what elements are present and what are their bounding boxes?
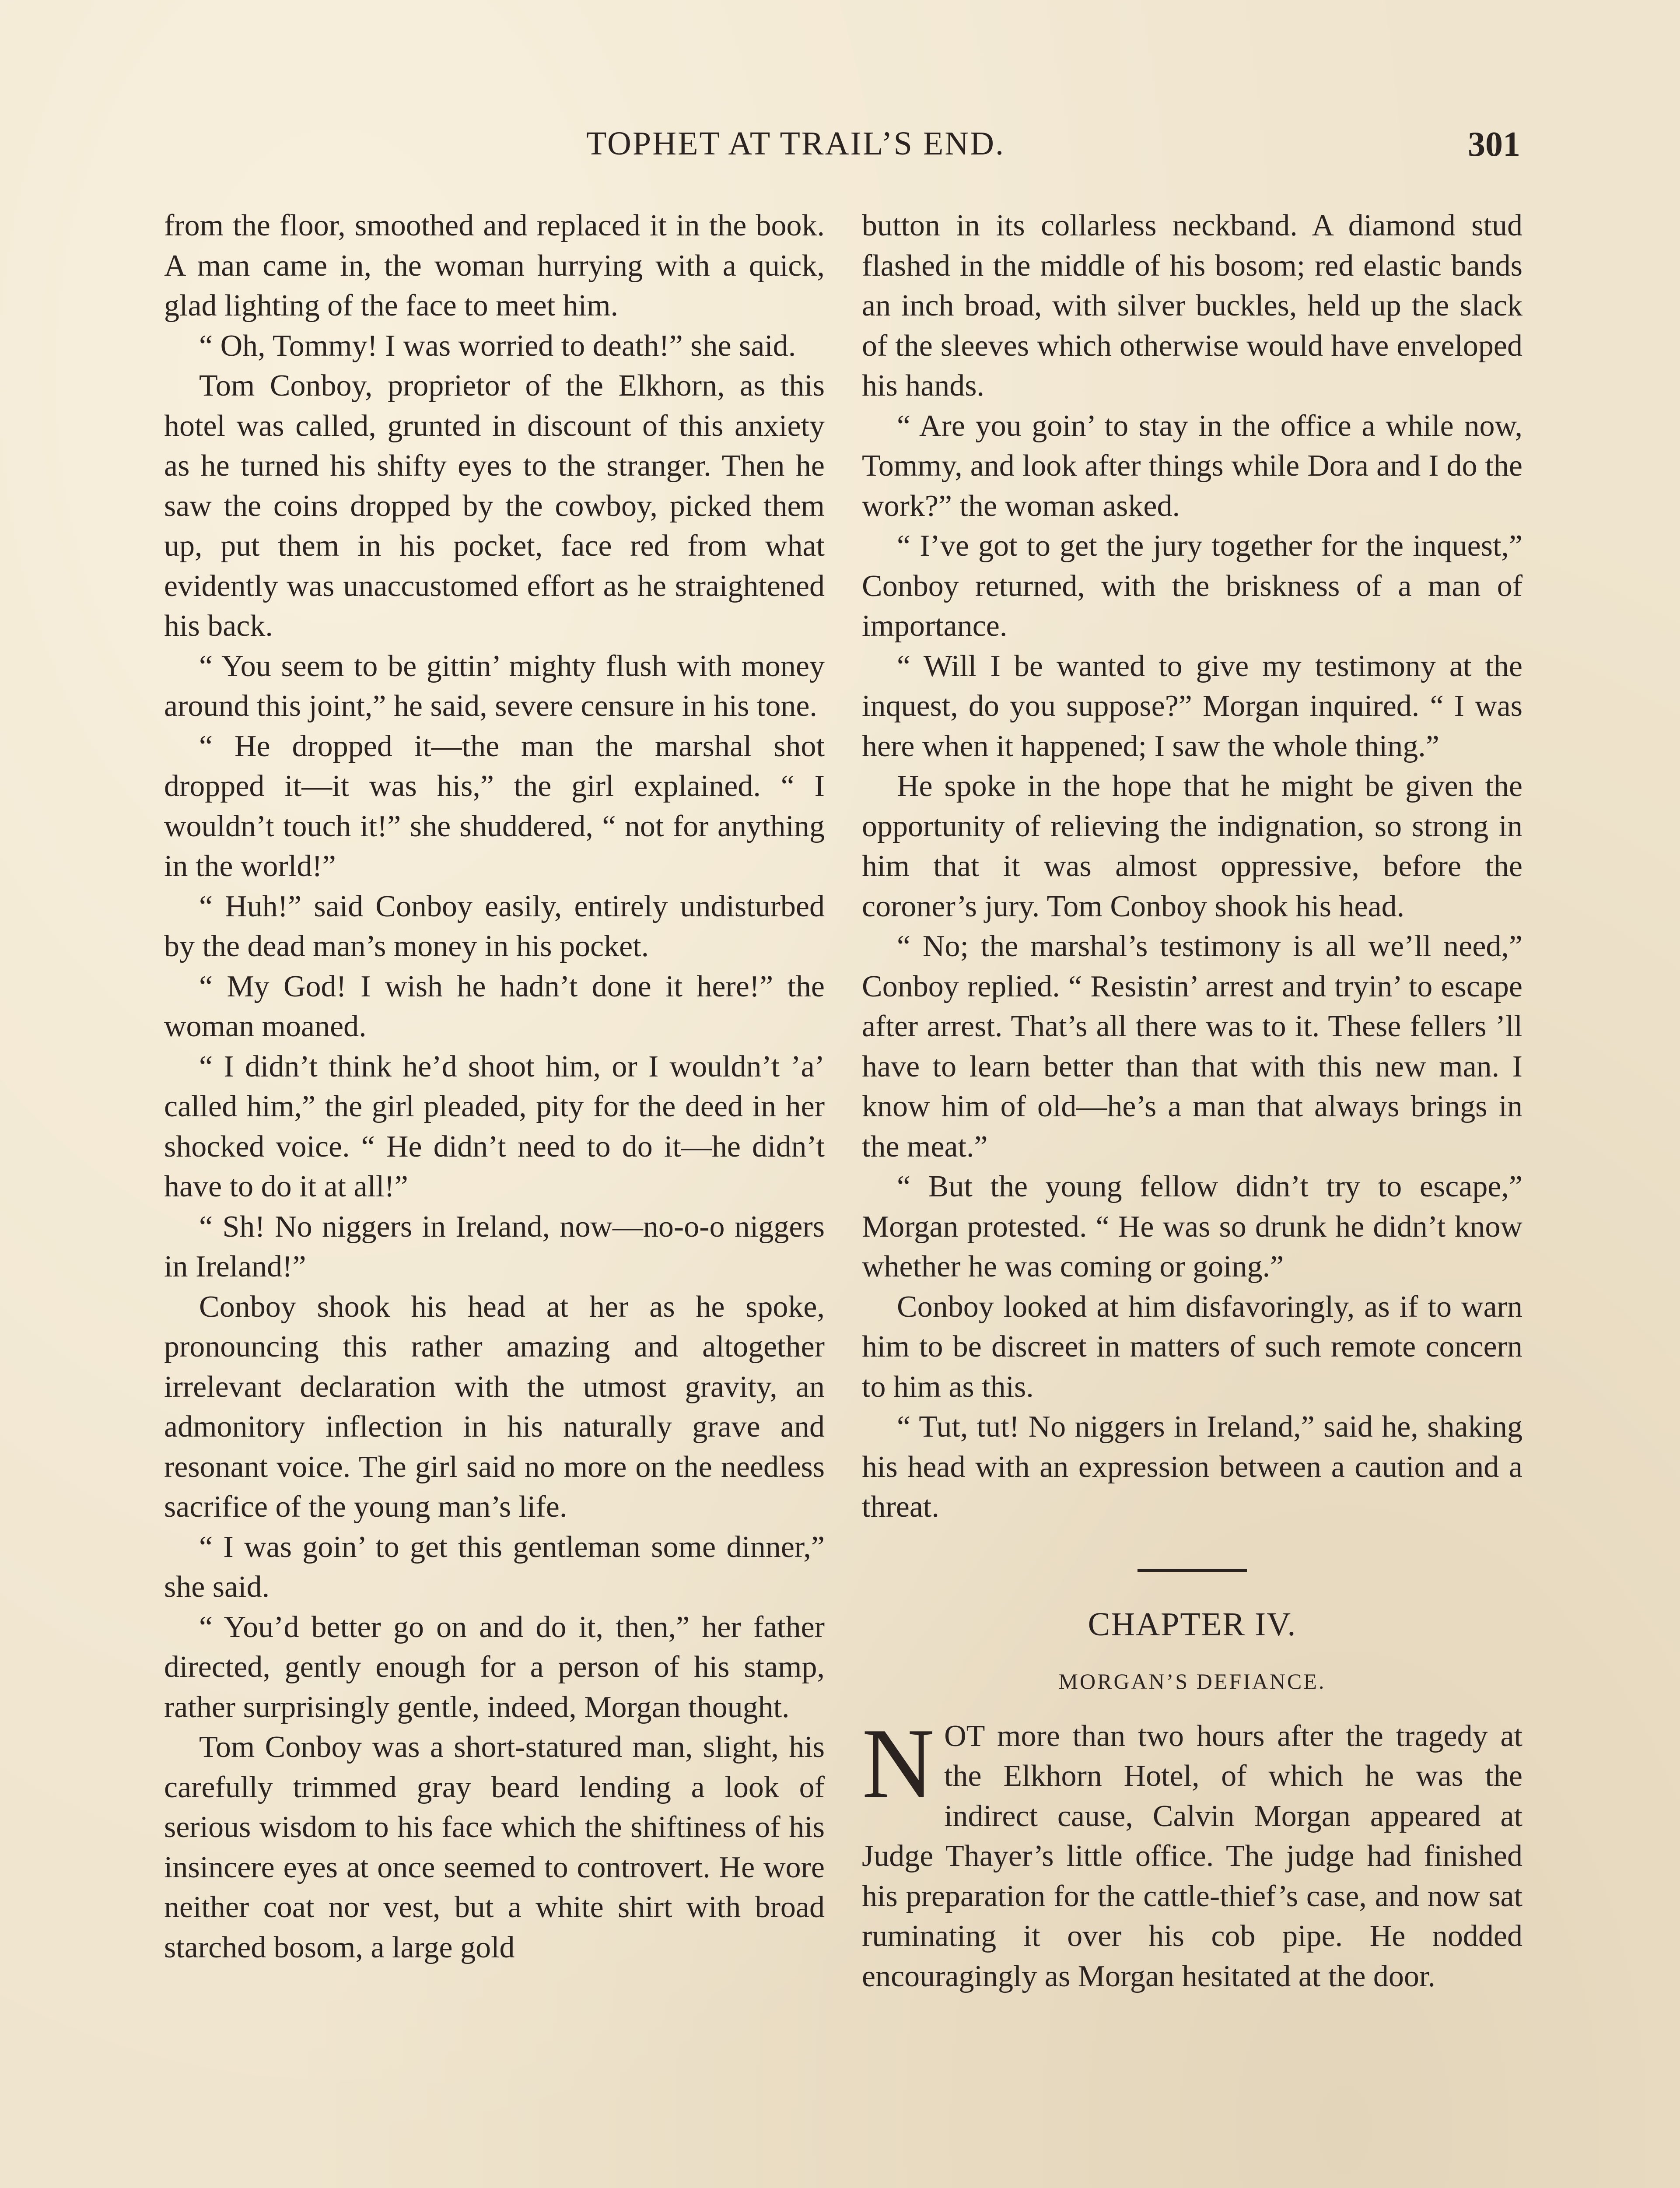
paragraph: button in its collarless neckband. A diamond stud flashed in the middle of his bosom; red elastic bands an inch broad, with silver buckles, held up the slack of the sleeves which otherwise would have enveloped his hands. (862, 209, 1522, 403)
paragraph: Conboy looked at him disfavoringly, as if to warn him to be discreet in matters of such remote concern to him as this. (862, 1290, 1522, 1404)
section-divider (1138, 1569, 1247, 1572)
paragraph: “ You seem to be gittin’ mighty flush with money around this joint,” he said, severe censure in his tone. (164, 649, 825, 723)
paragraph: He spoke in the hope that he might be given the opportunity of relieving the indignation, so strong in him that it was almost oppressive, before the coroner’s jury. Tom Conboy shook his head. (862, 769, 1522, 923)
running-title: TOPHET AT TRAIL’S END. (586, 125, 1005, 162)
right-column (862, 206, 1522, 1996)
paragraph: “ Are you goin’ to stay in the office a while now, Tommy, and look after things while Dora and I do the work?” the woman asked. (862, 409, 1522, 523)
paragraph: “ But the young fellow didn’t try to escape,” Morgan protested. “ He was so drunk he didn’t know whether he was coming or going.” (862, 1170, 1522, 1283)
paragraph: “ Tut, tut! No niggers in Ireland,” said he, shaking his head with an expression between a caution and a threat. (862, 1410, 1522, 1524)
paragraph: “ I’ve got to get the jury together for the inquest,” Conboy returned, with the briskness of a man of importance. (862, 529, 1522, 643)
paragraph: “ Huh!” said Conboy easily, entirely undisturbed by the dead man’s money in his pocket. (164, 889, 825, 963)
running-head (0, 125, 1680, 173)
paragraph: “ He dropped it—the man the marshal shot dropped it—it was his,” the girl explained. “ I wouldn’t touch it!” she shuddered, “ not for anything in the world!” (164, 729, 825, 883)
paragraph: “ I didn’t think he’d shoot him, or I wouldn’t ’a’ called him,” the girl pleaded, pity for the deed in her shocked voice. “ He didn’t need to do it—he didn’t have to do it at all!” (164, 1049, 825, 1203)
paragraph: “ No; the marshal’s testimony is all we’ll need,” Conboy replied. “ Resistin’ arrest and tryin’ to escape after arrest. That’s all there was to it. These fellers ’ll have to learn better than that with this new man. I know him of old—he’s a man that always brings in the meat.” (862, 929, 1522, 1164)
paragraph: from the floor, smoothed and replaced it in the book. A man came in, the woman hurrying with a quick, glad lighting of the face to meet him. (164, 209, 825, 323)
paragraph: “ I was goin’ to get this gentleman some dinner,” she said. (164, 1530, 825, 1604)
chapter-heading: CHAPTER IV. (1088, 1606, 1297, 1643)
paragraph: Conboy shook his head at her as he spoke, pronouncing this rather amazing and altogether irrelevant declaration with the utmost gravity, an admonitory inflection in his naturally grave and resonant voice. The girl said no more on the needless sacrifice of the young man’s life. (164, 1290, 825, 1524)
chapter-opening-paragraph (862, 1707, 1522, 1997)
page-number: 301 (1468, 125, 1520, 164)
paragraph: Tom Conboy, proprietor of the Elkhorn, as this hotel was called, grunted in discount of this anxiety as he turned his shifty eyes to the stranger. Then he saw the coins dropped by the cowboy, picked them up, put them in his pocket, face red from what evidently was unaccustomed effort as he straightened his back. (164, 369, 825, 643)
paragraph: Tom Conboy was a short-statured man, slight, his carefully trimmed gray beard lending a look of serious wisdom to his face which the shiftiness of his insincere eyes at once seemed to controvert. He wore neither coat nor vest, but a white shirt with broad starched bosom, a large gold (164, 1730, 825, 1964)
paragraph: “ Will I be wanted to give my testimony at the inquest, do you suppose?” Morgan inquired. “ I was here when it happened; I saw the whole thing.” (862, 649, 1522, 763)
chapter-opening-text: OT more than two hours after the tragedy at the Elkhorn Hotel, of which he was the indirect cause, Calvin Morgan appeared at Judge Thayer’s little office. The judge had finished his preparation for the cattle-thief’s case, and now sat ruminating it over his cob pipe. He nodded encouragingly as Morgan hesitated at the door. (862, 1719, 1522, 1993)
left-column (164, 206, 825, 1967)
drop-cap: N (862, 1707, 935, 1819)
chapter-subtitle: MORGAN’S DEFIANCE. (1058, 1669, 1326, 1694)
paragraph: “ You’d better go on and do it, then,” her father directed, gently enough for a person of his stamp, rather surprisingly gentle, indeed, Morgan thought. (164, 1610, 825, 1724)
paragraph: “ Sh! No niggers in Ireland, now—no-o-o niggers in Ireland!” (164, 1210, 825, 1283)
paragraph: “ My God! I wish he hadn’t done it here!” the woman moaned. (164, 969, 825, 1043)
paragraph: “ Oh, Tommy! I was worried to death!” she said. (199, 329, 796, 363)
